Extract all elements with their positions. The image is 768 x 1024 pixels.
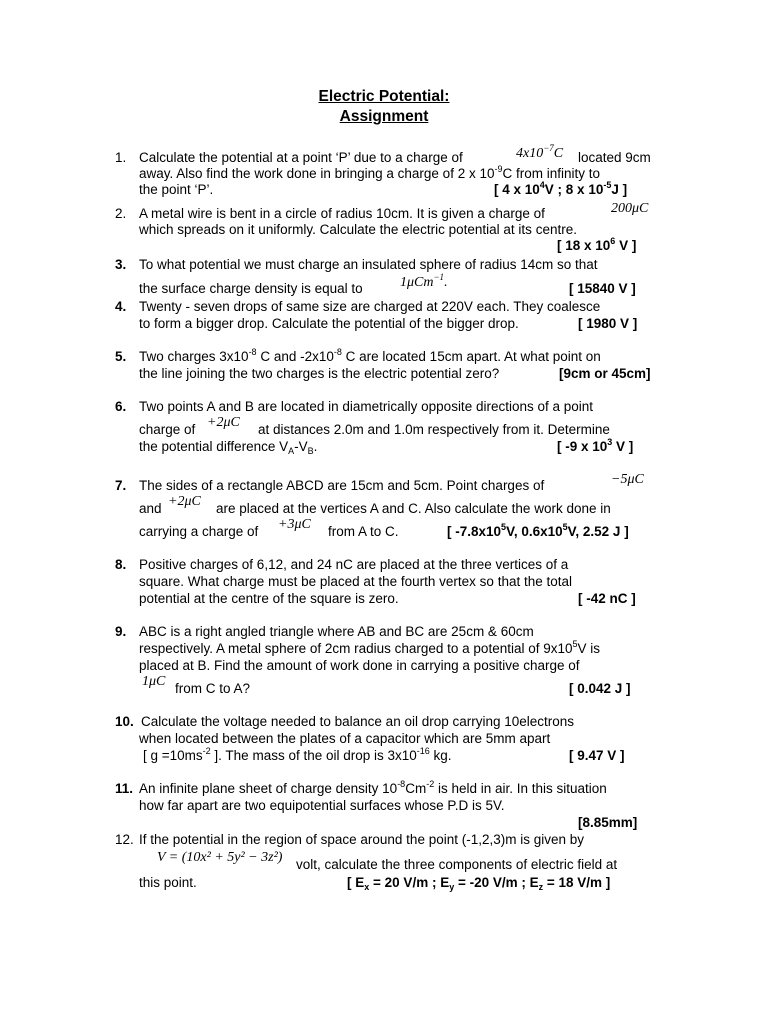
- question-number: 3.: [115, 257, 127, 272]
- question-text: located 9cm: [578, 150, 651, 165]
- question-text: The sides of a rectangle ABCD are 15cm and 5cm. Point charges of: [139, 478, 545, 493]
- question-text: To what potential we must charge an insulated sphere of radius 14cm so that: [139, 257, 598, 272]
- question-text: which spreads on it uniformly. Calculate the electric potential at its centre.: [139, 222, 577, 237]
- math-expression: 200μC: [611, 201, 649, 216]
- question-text: [ $g =10ms^{-2}$ ]. The mass of the oil drop is $3x10^{-16}$ kg.: [143, 746, 452, 763]
- answer: [ 1980 V ]: [578, 316, 638, 331]
- answer: [ 18 x $10^6$ V ]: [557, 236, 637, 253]
- question-text: ABC is a right angled triangle where AB and BC are 25cm & 60cm: [139, 624, 534, 639]
- question-text: the point ‘P’.: [139, 182, 214, 197]
- question-text: from C to A?: [175, 681, 251, 696]
- math-expression: $4x10^{-7}C$: [516, 143, 564, 161]
- document-title: Electric Potential:: [318, 88, 450, 105]
- math-expression: 1μCm$^{-1}$.: [400, 272, 448, 290]
- question-text: to form a bigger drop. Calculate the potential of the bigger drop.: [139, 316, 519, 331]
- document-subtitle: Assignment: [339, 108, 429, 125]
- math-expression: V = (10x² + 5y² − 3z²): [157, 850, 283, 865]
- answer: [ 9.47 V ]: [569, 748, 625, 763]
- question-text: this point.: [139, 875, 197, 890]
- question-text: Twenty - seven drops of same size are charged at 220V each. They coalesce: [139, 299, 601, 314]
- math-expression: 1μC: [142, 674, 166, 689]
- question-text: placed at B. Find the amount of work done in carrying a positive charge of: [139, 658, 580, 673]
- question-text: the surface charge density is equal to: [139, 281, 363, 296]
- question-text: Calculate the voltage needed to balance an oil drop carrying 10electrons: [141, 714, 575, 729]
- answer: [ $-7.8x10^5V$, $0.6x10^5V$, 2.52 J ]: [447, 522, 629, 539]
- question-text: potential at the centre of the square is zero.: [139, 591, 399, 606]
- question-text: Two charges $3x10^{-8}$ C and $-2x10^{-8}$ C are located 15cm apart. At what point on: [139, 347, 601, 364]
- answer: [ 15840 V ]: [569, 281, 636, 296]
- answer: [ 4 x $10^4V$ ; 8 x $10^{-5}J$ ]: [494, 180, 628, 197]
- question-text: Two points A and B are located in diametrically opposite directions of a point: [139, 399, 594, 414]
- question-text: from A to C.: [328, 524, 399, 539]
- question-number: 5.: [115, 349, 127, 364]
- question-number: 7.: [115, 478, 127, 493]
- question-text: An infinite plane sheet of charge density $10^{-8}Cm^{-2}$ is held in air. In this situation: [139, 779, 607, 796]
- question-text: away. Also find the work done in bringing a charge of 2 x $10^{-9}C$ from infinity to: [139, 164, 601, 181]
- question-text: how far apart are two equipotential surfaces whose P.D is 5V.: [139, 798, 505, 813]
- question-text: the line joining the two charges is the electric potential zero?: [139, 366, 500, 381]
- math-expression: +3μC: [278, 517, 311, 532]
- question-number: 2.: [115, 206, 127, 221]
- answer: [8.85mm]: [578, 815, 638, 830]
- question-text: are placed at the vertices A and C. Also calculate the work done in: [216, 501, 611, 516]
- answer: [ $E_x = 20$ V/m ; $E_y = -20$ V/m ; $E_z = 18$ V/m ]: [347, 875, 611, 892]
- question-text: and: [139, 501, 162, 516]
- answer: [9cm or 45cm]: [559, 366, 651, 381]
- answer: [ 0.042 J ]: [569, 681, 631, 696]
- question-number: 9.: [115, 624, 127, 639]
- answer: [ -42 nC ]: [578, 591, 636, 606]
- question-text: volt, calculate the three components of electric field at: [296, 857, 618, 872]
- math-expression: −5μC: [611, 472, 644, 487]
- answer: [ -9 x $10^3$ V ]: [557, 437, 634, 454]
- question-text: when located between the plates of a capacitor which are 5mm apart: [139, 731, 551, 746]
- question-number: 11.: [115, 781, 134, 796]
- math-expression: +2μC: [207, 415, 240, 430]
- question-number: 8.: [115, 557, 127, 572]
- question-text: square. What charge must be placed at the fourth vertex so that the total: [139, 574, 572, 589]
- question-number: 6.: [115, 399, 127, 414]
- question-number: 12.: [115, 832, 134, 847]
- math-expression: +2μC: [168, 494, 201, 509]
- question-number: 1.: [115, 150, 127, 165]
- question-text: at distances 2.0m and 1.0m respectively from it. Determine: [258, 422, 610, 437]
- question-text: the potential difference $V_A-V_B$.: [139, 439, 318, 456]
- question-text: If the potential in the region of space around the point (-1,2,3)m is given by: [139, 832, 585, 847]
- question-number: 10.: [115, 714, 134, 729]
- question-number: 4.: [115, 299, 127, 314]
- question-text: respectively. A metal sphere of 2cm radius charged to a potential of $9x10^5V$ is: [139, 639, 601, 656]
- question-text: charge of: [139, 422, 196, 437]
- question-text: Positive charges of 6,12, and 24 nC are placed at the three vertices of a: [139, 557, 569, 572]
- question-text: A metal wire is bent in a circle of radius 10cm. It is given a charge of: [139, 206, 545, 221]
- question-text: carrying a charge of: [139, 524, 259, 539]
- question-text: Calculate the potential at a point ‘P’ due to a charge of: [139, 150, 463, 165]
